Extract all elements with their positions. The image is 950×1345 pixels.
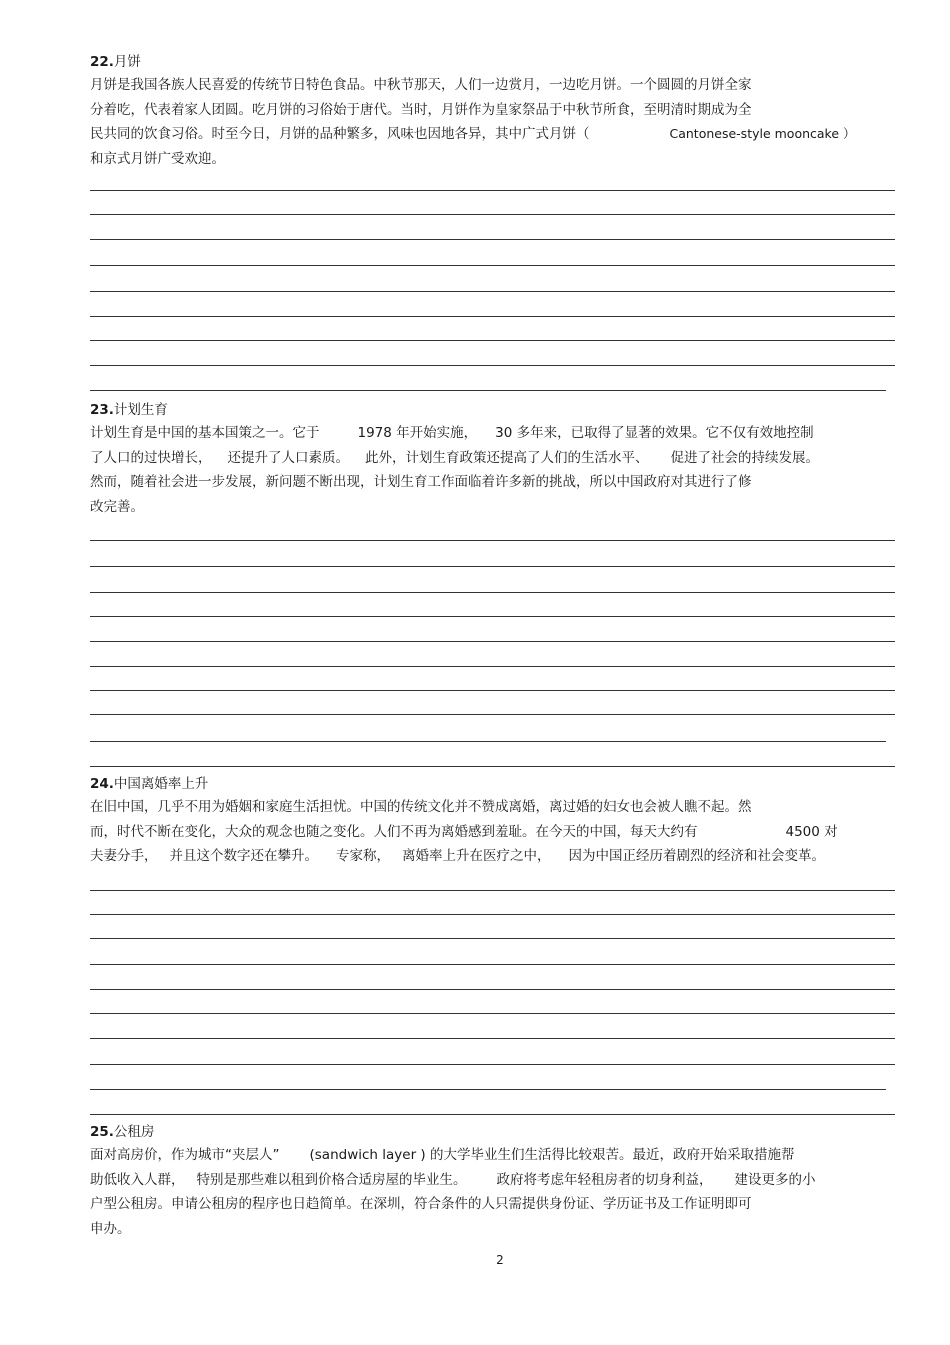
line-text: 30 多年来，已取得了显著的效果。它不仅有效地控制	[495, 425, 814, 441]
answer-line	[90, 214, 895, 215]
answer-line	[90, 641, 895, 642]
section-24	[90, 773, 900, 869]
line-text: 了人口的过快增长，	[90, 449, 212, 466]
line-text: 因为中国正经历着剧烈的经济和社会变革。	[568, 848, 825, 864]
answer-line	[90, 741, 886, 742]
line-text: (sandwich layer ) 的大学毕业生们生活得比较艰苦。最近，政府开始采取措施帮	[309, 1147, 795, 1163]
section-title	[90, 773, 900, 795]
line-text: 并且这个数字还在攀升。	[169, 848, 318, 864]
line-text: 和京式月饼广受欢迎。	[90, 150, 225, 167]
answer-line	[90, 989, 895, 990]
answer-line	[90, 1089, 886, 1090]
section-heading: 中国离婚率上升	[113, 776, 209, 792]
answer-line	[90, 1038, 895, 1039]
page-number: 2	[496, 1253, 504, 1267]
line-text: 申办。	[90, 1220, 131, 1237]
section-number: 22.	[90, 54, 114, 70]
paragraph-line	[90, 98, 900, 123]
line-text: 政府将考虑年轻租房者的切身利益，	[496, 1171, 713, 1188]
paragraph-line	[90, 820, 900, 845]
section-heading: 计划生育	[113, 402, 168, 418]
answer-line	[90, 766, 895, 767]
paragraph-line	[90, 147, 900, 172]
paragraph-line	[90, 844, 900, 869]
section-title	[90, 399, 900, 421]
line-text: 面对高房价，作为城市“夹层人”	[90, 1147, 280, 1163]
answer-line	[90, 1013, 895, 1014]
section-number: 24.	[90, 776, 114, 792]
answer-line	[90, 592, 895, 593]
answer-line	[90, 890, 895, 891]
section-paragraph	[90, 73, 900, 171]
paragraph-line	[90, 1168, 900, 1193]
answer-line	[90, 714, 895, 715]
line-text: 改完善。	[90, 498, 144, 515]
line-text: 建设更多的小	[734, 1171, 816, 1188]
section-22	[90, 51, 900, 171]
line-text: 民共同的饮食习俗。时至今日，月饼的品种繁多，风味也因地各异，其中广式月饼（	[90, 126, 590, 142]
answer-line	[90, 1114, 895, 1115]
answer-line	[90, 1064, 895, 1065]
section-number: 25.	[90, 1124, 114, 1140]
section-heading: 月饼	[113, 54, 141, 70]
answer-line	[90, 540, 895, 541]
section-paragraph	[90, 1143, 900, 1241]
answer-line	[90, 914, 895, 915]
answer-line	[90, 566, 895, 567]
line-text: 促进了社会的持续发展。	[670, 449, 819, 466]
answer-line	[90, 964, 895, 965]
line-text: 夫妻分手，	[90, 848, 158, 864]
line-text: 4500 对	[785, 823, 838, 840]
section-heading: 公租房	[113, 1124, 155, 1140]
line-text: 而，时代不断在变化，大众的观念也随之变化。人们不再为离婚感到羞耻。在今天的中国，每天大约有	[90, 823, 698, 840]
answer-line	[90, 666, 895, 667]
section-title	[90, 1121, 900, 1143]
line-text: 此外，计划生育政策还提高了人们的生活水平、	[365, 449, 649, 466]
line-text: 计划生育是中国的基本国策之一。它于	[90, 425, 320, 441]
paragraph-line	[90, 495, 900, 520]
section-number: 23.	[90, 402, 114, 418]
paragraph-line	[90, 446, 900, 471]
line-text: 还提升了人口素质。	[227, 449, 349, 466]
section-paragraph	[90, 421, 900, 519]
answer-line	[90, 265, 895, 266]
section-paragraph	[90, 795, 900, 869]
section-title	[90, 51, 900, 73]
line-text: Cantonese-style mooncake ）	[669, 126, 856, 141]
paragraph-line	[90, 421, 900, 446]
answer-line	[90, 316, 895, 317]
paragraph-line	[90, 1217, 900, 1242]
line-text: 特别是那些难以租到价格合适房屋的毕业生。	[196, 1171, 467, 1188]
line-text: 月饼是我国各族人民喜爱的传统节日特色食品。中秋节那天，人们一边赏月，一边吃月饼。一个圆圆的月饼全家	[90, 77, 752, 93]
section-25	[90, 1121, 900, 1241]
section-23	[90, 399, 900, 519]
line-text: 然而，随着社会进一步发展，新问题不断出现，计划生育工作面临着许多新的挑战，所以中国政府对其进行了修	[90, 474, 752, 490]
paragraph-line	[90, 795, 900, 820]
paragraph-line	[90, 73, 900, 98]
line-text: 分着吃，代表着家人团圆。吃月饼的习俗始于唐代。当时，月饼作为皇家祭品于中秋节所食，至明清时期成为全	[90, 101, 752, 118]
line-text: 专家称，	[336, 848, 390, 864]
answer-line	[90, 340, 895, 341]
answer-line	[90, 390, 886, 391]
paragraph-line	[90, 122, 900, 147]
answer-line	[90, 938, 895, 939]
answer-line	[90, 190, 895, 191]
line-text: 在旧中国，几乎不用为婚姻和家庭生活担忧。中国的传统文化并不赞成离婚，离过婚的妇女也会被人瞧不起。然	[90, 799, 752, 815]
line-text: 助低收入人群，	[90, 1171, 185, 1188]
line-text: 离婚率上升在医疗之中，	[402, 848, 551, 864]
answer-line	[90, 365, 895, 366]
answer-line	[90, 239, 895, 240]
answer-line	[90, 690, 895, 691]
paragraph-line	[90, 1192, 900, 1217]
answer-line	[90, 291, 895, 292]
paragraph-line	[90, 1143, 900, 1168]
answer-line	[90, 616, 895, 617]
line-text: 户型公租房。申请公租房的程序也日趋简单。在深圳，符合条件的人只需提供身份证、学历证书及工作证明即可	[90, 1196, 752, 1212]
paragraph-line	[90, 470, 900, 495]
line-text: 1978 年开始实施，	[357, 425, 478, 441]
